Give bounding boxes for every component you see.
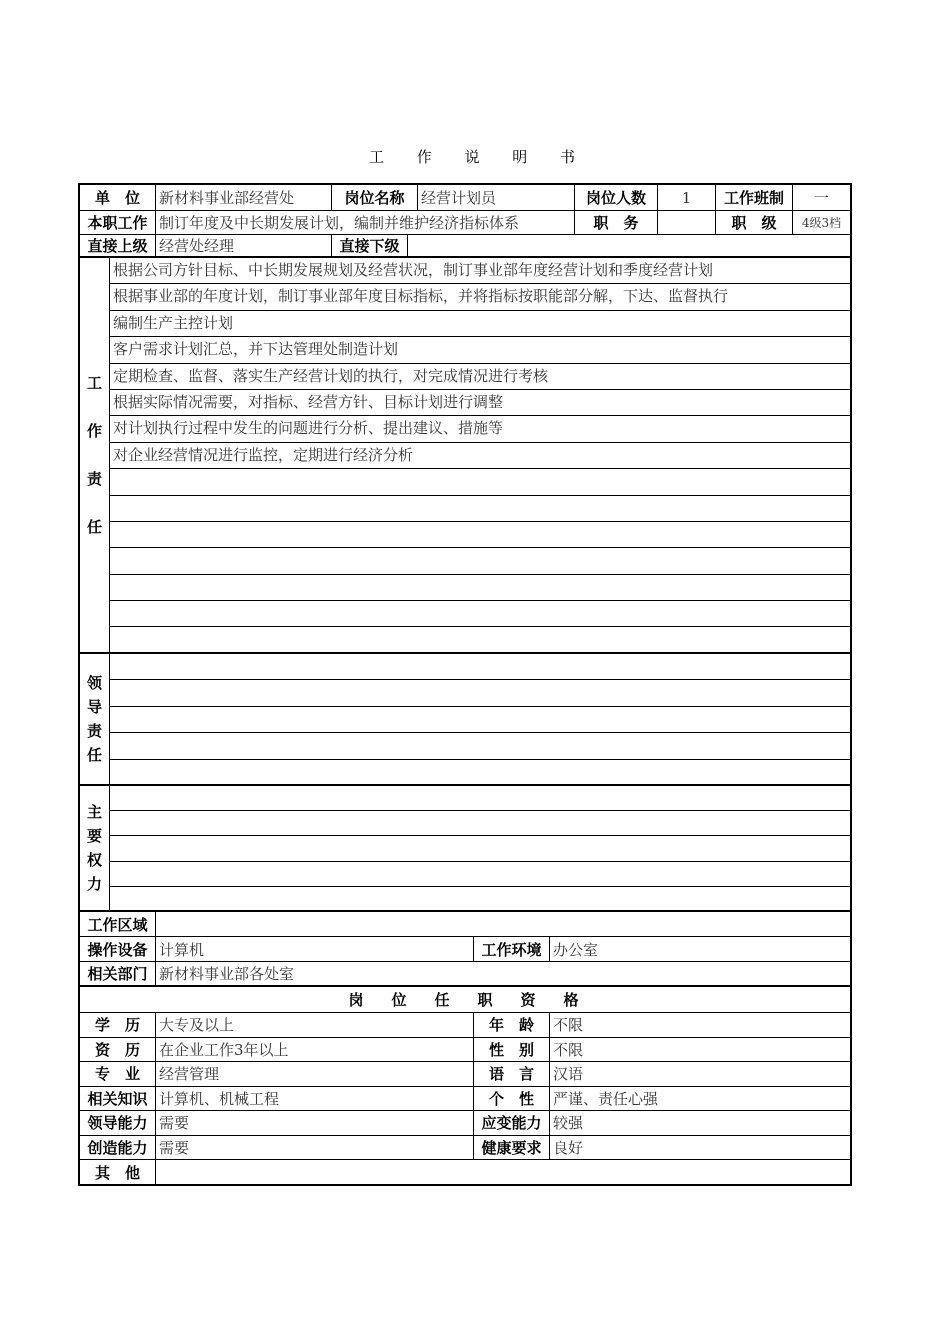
line-item [110, 733, 850, 759]
work-area-value [156, 912, 850, 936]
line-item: 定期检查、监督、落实生产经营计划的执行，对完成情况进行考核 [110, 364, 850, 390]
leadership-label [80, 654, 110, 784]
responsibilities-label [80, 258, 110, 652]
qualification-row [80, 1062, 850, 1087]
qualifications-heading-row [80, 987, 850, 1013]
qualification-value: 较强 [553, 1114, 584, 1133]
job-value: 制订年度及中长期发展计划，编制并维护经济指标体系 [156, 211, 575, 234]
authority-lines [110, 786, 850, 910]
qualification-label: 语 言 [474, 1062, 550, 1086]
equipment-value: 计算机 [156, 937, 474, 961]
qualification-value: 经营管理 [156, 1062, 474, 1086]
post-name-value: 经营计划员 [418, 185, 575, 210]
line-item [110, 496, 850, 522]
unit-value: 新材料事业部经营处 [156, 185, 332, 210]
qualification-value: 汉语 [553, 1065, 584, 1084]
qualification-value: 计算机、机械工程 [156, 1087, 474, 1111]
qualification-label: 个 性 [474, 1087, 550, 1111]
line-item [110, 627, 850, 653]
line-item [110, 836, 850, 861]
grade-label: 职 级 [716, 211, 793, 234]
section-label-char: 导 [86, 698, 102, 716]
authority-section [80, 786, 850, 912]
section-label-char: 作 [86, 422, 102, 440]
section-label-char: 要 [86, 827, 102, 845]
qualification-row [80, 1038, 850, 1063]
superior-label: 直接上级 [80, 235, 156, 256]
qualification-label: 健康要求 [474, 1136, 550, 1160]
subordinate-label: 直接下级 [332, 235, 408, 256]
line-item [110, 680, 850, 706]
qualification-value: 在企业工作3年以上 [156, 1038, 474, 1062]
department-label: 相关部门 [80, 962, 156, 985]
qualification-row [80, 1136, 850, 1161]
section-label-char: 责 [86, 470, 102, 488]
qualification-value: 严谨、责任心强 [553, 1089, 659, 1108]
job-description-form [78, 183, 852, 1186]
qualification-label: 性 别 [474, 1038, 550, 1062]
header-row-2 [80, 211, 850, 235]
line-item [110, 862, 850, 887]
post-name-label: 岗位名称 [332, 185, 418, 210]
qualification-value: 不限 [553, 1040, 584, 1059]
line-item: 客户需求计划汇总，并下达管理处制造计划 [110, 337, 850, 363]
shift-label: 工作班制 [716, 185, 793, 210]
responsibilities-lines [110, 258, 850, 652]
line-item [110, 575, 850, 601]
line-item [110, 887, 850, 912]
qualification-label: 年 龄 [474, 1013, 550, 1037]
line-item [110, 760, 850, 786]
qualifications-rows [80, 1013, 850, 1160]
qualification-label: 学 历 [80, 1013, 156, 1037]
headcount-label: 岗位人数 [575, 185, 658, 210]
equipment-label: 操作设备 [80, 937, 156, 961]
department-value: 新材料事业部各处室 [159, 965, 295, 983]
duty-label: 职 务 [575, 211, 658, 234]
section-label-char: 主 [86, 803, 102, 821]
qualification-value: 需要 [156, 1136, 474, 1160]
unit-label: 单 位 [80, 185, 156, 210]
qualification-value: 需要 [156, 1111, 474, 1135]
qualification-label: 应变能力 [474, 1111, 550, 1135]
line-item: 根据实际情况需要，对指标、经营方针、目标计划进行调整 [110, 390, 850, 416]
section-label-char: 权 [86, 851, 102, 869]
line-item [110, 654, 850, 680]
grade-value: 4级3档 [801, 216, 842, 230]
leadership-lines [110, 654, 850, 784]
line-item: 对企业经营情况进行监控，定期进行经济分析 [110, 443, 850, 469]
section-label-char: 任 [86, 518, 102, 536]
qualification-label: 相关知识 [80, 1087, 156, 1111]
line-item [110, 786, 850, 811]
section-label-char: 领 [86, 674, 102, 692]
superior-value: 经营处经理 [156, 235, 332, 256]
shift-value: 一 [813, 189, 829, 207]
responsibilities-section [80, 258, 850, 654]
department-row [80, 962, 850, 987]
line-item: 编制生产主控计划 [110, 311, 850, 337]
work-area-label: 工作区域 [80, 912, 156, 936]
authority-label [80, 786, 110, 910]
qualification-row [80, 1111, 850, 1136]
environment-label: 工作环境 [474, 937, 550, 961]
duty-value [658, 211, 716, 234]
equipment-row [80, 937, 850, 962]
qualification-label: 领导能力 [80, 1111, 156, 1135]
section-label-char: 力 [86, 875, 102, 893]
line-item [110, 601, 850, 627]
line-item [110, 811, 850, 836]
subordinate-value [408, 235, 850, 256]
qualification-row [80, 1087, 850, 1112]
header-row-3 [80, 235, 850, 258]
qualification-value: 良好 [553, 1138, 584, 1157]
line-item: 根据事业部的年度计划，制订事业部年度目标指标，并将指标按职能部分解，下达、监督执行 [110, 284, 850, 310]
section-label-char: 任 [86, 746, 102, 764]
leadership-section [80, 654, 850, 786]
qualification-value: 大专及以上 [156, 1013, 474, 1037]
line-item: 对计划执行过程中发生的问题进行分析、提出建议、措施等 [110, 416, 850, 442]
page-title: 工 作 说 明 书 [368, 148, 590, 166]
line-item [110, 469, 850, 495]
section-label-char: 责 [86, 722, 102, 740]
work-area-row [80, 912, 850, 937]
section-label-char: 工 [86, 374, 102, 392]
line-item: 根据公司方针目标、中长期发展规划及经营状况，制订事业部年度经营计划和季度经营计划 [110, 258, 850, 284]
other-value [156, 1160, 850, 1184]
environment-value: 办公室 [553, 940, 599, 959]
headcount-value: 1 [658, 185, 716, 210]
job-label: 本职工作 [80, 211, 156, 234]
header-row-1 [80, 185, 850, 211]
line-item [110, 548, 850, 574]
qualification-label: 资 历 [80, 1038, 156, 1062]
qualification-label: 创造能力 [80, 1136, 156, 1160]
other-row [80, 1160, 850, 1184]
other-label: 其 他 [80, 1160, 156, 1184]
line-item [110, 522, 850, 548]
qualification-label: 专 业 [80, 1062, 156, 1086]
line-item [110, 707, 850, 733]
qualifications-heading: 岗位任职资格 [348, 991, 607, 1009]
qualification-row [80, 1013, 850, 1038]
qualification-value: 不限 [553, 1016, 584, 1035]
